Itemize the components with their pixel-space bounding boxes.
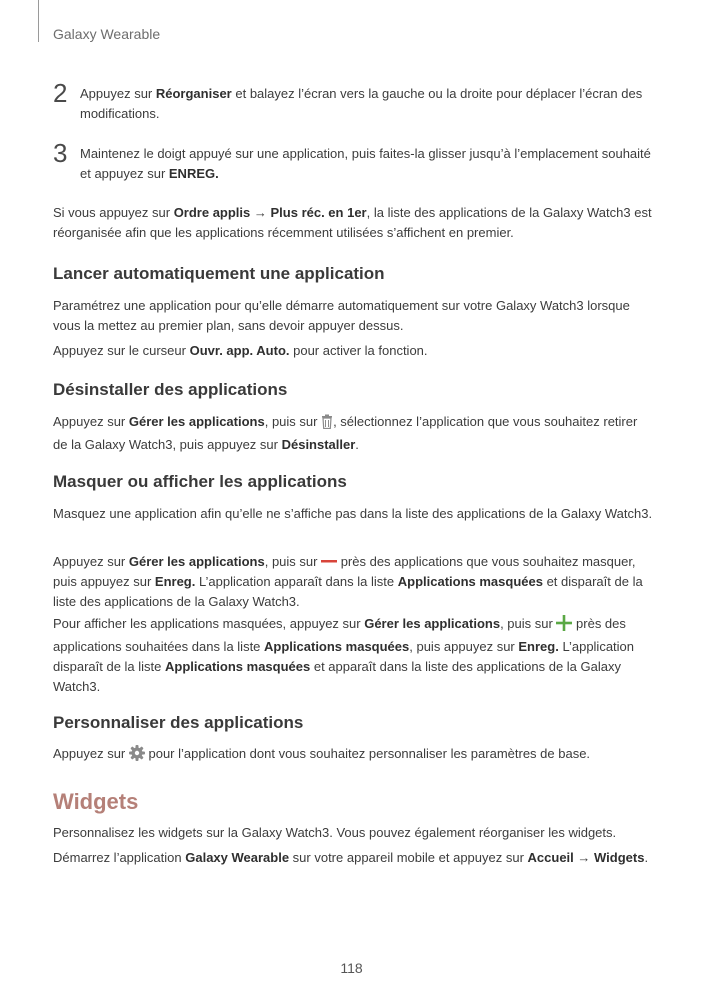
auto-paragraph-1: Paramétrez une application pour qu’elle démarre automatiquement sur votre Galaxy Watch3 lorsque vous la mettez au premier plan, sans devoir appuyer dessus. bbox=[53, 298, 630, 333]
heading-customize: Personnaliser des applications bbox=[53, 713, 304, 732]
header-divider bbox=[38, 0, 39, 42]
trash-icon bbox=[321, 414, 333, 435]
step-number: 3 bbox=[53, 138, 68, 168]
heading-widgets: Widgets bbox=[53, 789, 139, 814]
plus-icon bbox=[556, 615, 572, 637]
widgets-paragraph-2: Démarrez l’application Galaxy Wearable sur votre appareil mobile et appuyez sur Accueil → Widgets. bbox=[53, 850, 649, 865]
hide-paragraph-3: Pour afficher les applications masquées, appuyez sur Gérer les applications, puis sur près des applications souhaitées dans la liste Applications masquées, puis appuyez sur Enreg. L’application disparaît de la liste Applications masquées et apparaît dans la liste des applications de la Galaxy Watch3. bbox=[53, 616, 635, 694]
running-header: Galaxy Wearable bbox=[53, 26, 161, 42]
step-text: Appuyez sur Réorganiser et balayez l’écran vers la gauche ou la droite pour déplacer l’écran des modifications. bbox=[80, 86, 643, 121]
step-2 bbox=[53, 78, 653, 124]
heading-uninstall: Désinstaller des applications bbox=[53, 380, 288, 399]
page-number: 118 bbox=[340, 960, 363, 976]
uninstall-paragraph: Appuyez sur Gérer les applications, puis sur , sélectionnez l’application que vous souhaitez retirer de la Galaxy Watch3, puis appuyez sur Désinstaller. bbox=[53, 414, 638, 452]
widgets-paragraph-1: Personnalisez les widgets sur la Galaxy Watch3. Vous pouvez également réorganiser les widgets. bbox=[53, 825, 617, 840]
heading-auto-launch: Lancer automatiquement une application bbox=[53, 264, 385, 283]
intro-paragraph: Si vous appuyez sur Ordre applis → Plus réc. en 1er, la liste des applications de la Galaxy Watch3 est réorganisée afin que les applications récemment utilisées s’affichent en premier. bbox=[53, 205, 652, 240]
hide-paragraph-2: Appuyez sur Gérer les applications, puis sur près des applications que vous souhaitez masquer, puis appuyez sur Enreg. L’application apparaît dans la liste Applications masquées et disparaît de la liste des applications de la Galaxy Watch3. bbox=[53, 549, 653, 612]
step-3 bbox=[53, 138, 653, 184]
heading-hide-show: Masquer ou afficher les applications bbox=[53, 472, 347, 491]
step-text: Maintenez le doigt appuyé sur une application, puis faites-la glisser jusqu’à l’emplacement souhaité et appuyez sur ENREG. bbox=[80, 146, 651, 181]
hide-paragraph-1: Masquez une application afin qu’elle ne s’affiche pas dans la liste des applications de la Galaxy Watch3. bbox=[53, 506, 653, 521]
step-number: 2 bbox=[53, 78, 68, 108]
auto-paragraph-2: Appuyez sur le curseur Ouvr. app. Auto. pour activer la fonction. bbox=[53, 343, 428, 358]
customize-paragraph: Appuyez sur pour l’application dont vous souhaitez personnaliser les paramètres de base. bbox=[53, 744, 653, 767]
minus-icon bbox=[321, 549, 337, 569]
gear-icon bbox=[129, 745, 145, 767]
